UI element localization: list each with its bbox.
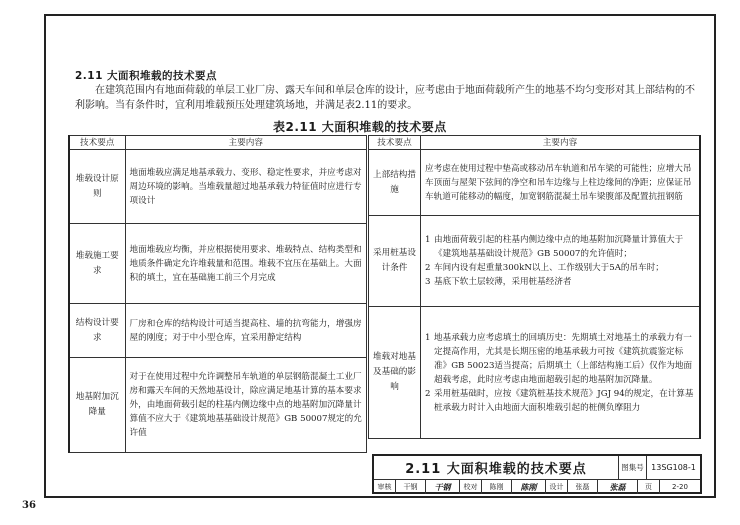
table-title: 表2.11 大面积堆载的技术要点 [273,120,447,134]
list-item: 2 采用桩基础时，应按《建筑桩基技术规范》JGJ 94的规定，在计算基桩承载力时计入由地面大面积堆载引起的桩侧负摩阻力 [425,388,694,413]
spec-table-left [68,135,367,453]
row-content: 厂房和仓库的结构设计可适当提高柱、墙的抗弯能力，增强房屋的刚度；对于中小型仓库，宜采用静定结构 [125,304,367,358]
row-content [421,216,701,307]
title-block [372,454,702,494]
list-item: 1 由地面荷载引起的柱基内侧边缘中点的地基附加沉降量计算值大于《建筑地基基础设计规范》GB 50007的允许值时； [425,235,684,259]
table-row [69,224,367,304]
table-row [69,150,367,224]
row-content [421,307,701,439]
row-key: 地基附加沉降量 [69,358,125,453]
table-row [69,358,367,453]
designer-name: 张磊 [568,480,598,494]
col-header-key: 技术要点 [69,136,125,150]
table-row [369,307,701,439]
table-row [369,150,701,216]
table-header-row [369,136,701,150]
title-block-title: 2.11 大面积堆载的技术要点 [374,456,619,479]
row-key: 堆载施工要求 [69,224,125,304]
row-key: 结构设计要求 [69,304,125,358]
designer-signature: 张磊 [598,480,638,494]
list-item: 3 基底下软土层较薄，采用桩基经济者 [425,277,572,287]
check-label: 校对 [460,480,482,494]
section-heading: 2.11 大面积堆载的技术要点 [75,70,218,82]
reviewer-name: 干钢 [396,480,426,494]
reviewer-signature: 干钢 [426,480,460,494]
list-item: 1 地基承载力应考虑填土的回填历史：先期填土对地基土的承载力有一定提高作用，尤其是长期压密的地基承载力可按《建筑抗震鉴定标准》GB 50023适当提高；后期填土（上部结构施工后）仅作为地面超载考虑，此时应考虑由地面超载引起的地基附加沉降量。 [425,332,693,385]
design-label: 设计 [546,480,568,494]
row-key: 堆载设计原则 [69,150,125,224]
atlas-label: 图集号 [619,456,647,479]
page-number: 36 [22,500,36,511]
row-key: 采用桩基设计条件 [369,216,421,307]
spec-table-right [368,135,701,439]
checker-signature: 陈刚 [512,480,546,494]
row-key: 堆载对地基及基础的影响 [369,307,421,439]
atlas-number: 13SG108-1 [651,463,696,472]
row-key: 上部结构措施 [369,150,421,216]
col-header-key: 技术要点 [369,136,421,150]
page-label: 页 [638,480,660,494]
row-content: 地面堆载应均衡，并应根据使用要求、堆载特点、结构类型和地质条件确定允许堆载量和范围。堆载不宜压在基础上。大面积的填土，宜在基础施工前三个月完成 [125,224,367,304]
page-code: 2-20 [672,483,688,491]
review-label: 审核 [374,480,396,494]
checker-name: 陈刚 [482,480,512,494]
list-item: 2 车间内设有起重量300kN以上、工作级别大于5A的吊车时； [425,263,664,273]
col-header-content: 主要内容 [125,136,367,150]
table-row [369,216,701,307]
row-content: 应考虑在使用过程中垫高或移动吊车轨道和吊车梁的可能性；应增大吊车顶面与屋架下弦间的净空和吊车边缘与上柱边缘间的净距；应保证吊车轨道可能移动的幅度，加宽钢筋混凝土吊车梁腹部及配置抗扭钢筋 [421,150,701,216]
row-content: 对于在使用过程中允许调整吊车轨道的单层钢筋混凝土工业厂房和露天车间的天然地基设计，除应满足地基计算的基本要求外，由地面荷载引起的柱基内侧边缘中点的地基附加沉降量计算值不应大于《建筑地基基础设计规范》GB 50007规定的允许值 [125,358,367,453]
table-header-row [69,136,367,150]
intro-paragraph: 在建筑范围内有地面荷载的单层工业厂房、露天车间和单层仓库的设计，应考虑由于地面荷载所产生的地基不均匀变形对其上部结构的不利影响。当有条件时，宜利用堆载预压处理建筑场地，并满足表2.11的要求。 [75,85,695,111]
col-header-content: 主要内容 [421,136,701,150]
table-row [69,304,367,358]
row-content: 地面堆载应满足地基承载力、变形、稳定性要求，并应考虑对周边环境的影响。当堆载量超过地基承载力特征值时应进行专项设计 [125,150,367,224]
